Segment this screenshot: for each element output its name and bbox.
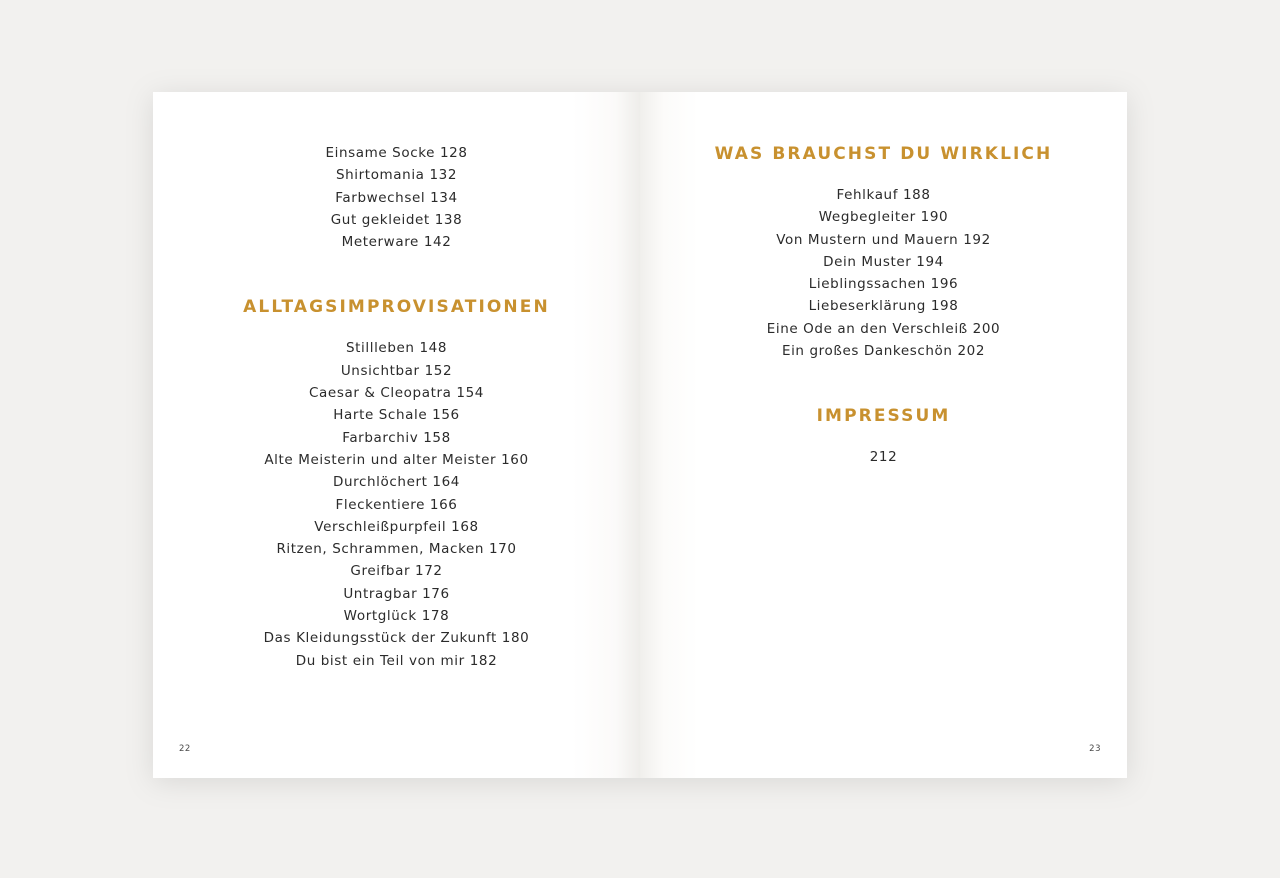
page-number-right: 23 [1089,744,1101,754]
section-heading-was-brauchst-du-wirklich: WAS BRAUCHST DU WIRKLICH [714,144,1053,164]
section-spacer [640,362,1127,404]
toc-entry: Greifbar 172 [350,563,443,580]
toc-entry: Fehlkauf 188 [836,187,931,203]
toc-entry: Farbwechsel 134 [335,189,458,206]
heading-spacer [640,166,1127,184]
toc-entry: Unsichtbar 152 [340,362,453,379]
book-spread [153,92,1127,778]
toc-entry: Lieblingssachen 196 [808,276,959,293]
toc-entry: Dein Muster 194 [823,253,944,270]
heading-spacer [153,319,640,337]
toc-entry: Wortglück 178 [343,608,450,625]
toc-entry: Ritzen, Schrammen, Macken 170 [276,541,517,558]
toc-entry: Wegbegleiter 190 [818,209,949,226]
toc-entry: Verschleißpurpfeil 168 [314,518,479,535]
toc-entry: 212 [869,449,898,466]
section-heading-impressum: IMPRESSUM [816,406,951,427]
right-page-content [640,142,1127,469]
section-spacer [153,253,640,295]
toc-entry: Von Mustern und Mauern 192 [776,231,991,248]
page-number-left: 22 [179,744,191,754]
toc-entry: Gut gekleidet 138 [330,211,463,228]
left-page [153,92,640,778]
heading-spacer [640,428,1127,446]
toc-entry: Stillleben 148 [345,340,448,357]
right-page [640,92,1127,778]
toc-entry: Du bist ein Teil von mir 182 [295,652,498,669]
toc-entry: Liebeserklärung 198 [808,298,959,315]
toc-entry: Einsame Socke 128 [325,145,468,161]
toc-entry: Ein großes Dankeschön 202 [781,343,986,360]
toc-entry: Shirtomania 132 [335,167,458,184]
toc-entry: Farbarchiv 158 [342,429,451,446]
left-page-content [153,142,640,672]
toc-entry: Untragbar 176 [343,585,450,602]
toc-entry: Das Kleidungsstück der Zukunft 180 [263,630,530,647]
toc-entry: Eine Ode an den Verschleiß 200 [766,320,1001,337]
toc-entry: Harte Schale 156 [333,407,460,424]
toc-entry: Fleckentiere 166 [335,496,458,513]
toc-entry: Durchlöchert 164 [333,474,460,491]
toc-entry: Caesar & Cleopatra 154 [309,385,484,402]
section-heading-alltagsimprovisationen: ALLTAGSIMPROVISATIONEN [243,297,550,318]
toc-entry: Alte Meisterin und alter Meister 160 [264,451,529,468]
toc-entry: Meterware 142 [341,234,452,251]
